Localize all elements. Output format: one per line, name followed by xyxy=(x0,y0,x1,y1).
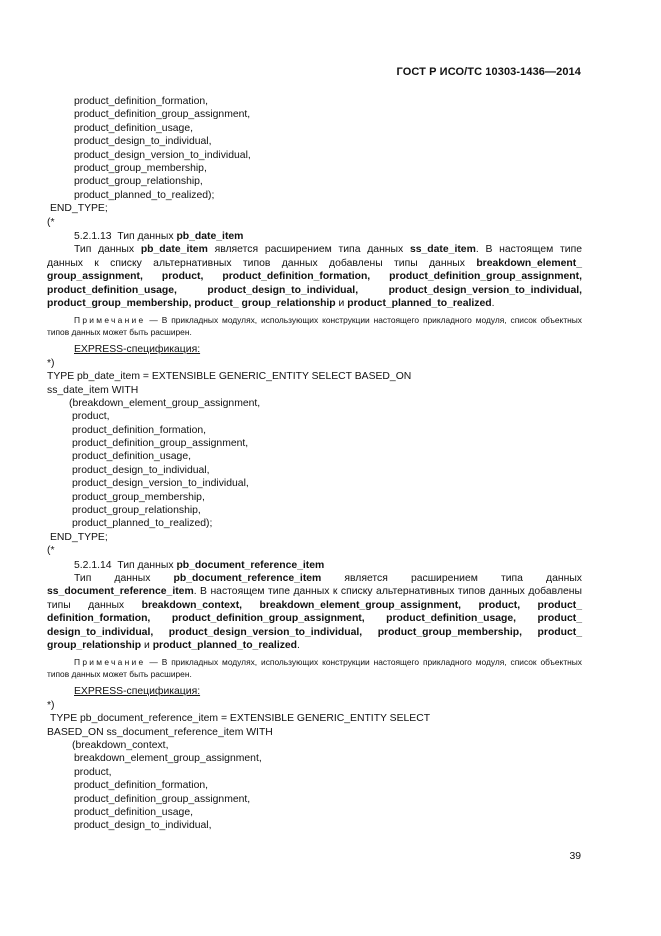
code-line: product, xyxy=(72,411,110,423)
express-spec-label: EXPRESS-спецификация: xyxy=(74,686,201,698)
section-title-prefix: Тип данных xyxy=(117,230,174,242)
para-bold: pb_date_item xyxy=(140,244,208,256)
code-line: product_design_version_to_individual, xyxy=(72,478,249,490)
type-declaration: BASED_ON ss_document_reference_item WITH xyxy=(47,726,273,738)
section-title-name: pb_document_reference_item xyxy=(176,559,325,571)
code-line: product_group_relationship, xyxy=(74,176,203,188)
code-line: product_group_membership, xyxy=(74,162,207,174)
para-text: является расширением типа данных xyxy=(207,244,410,256)
end-type: END_TYPE; xyxy=(50,203,108,215)
code-line: product_definition_group_assignment, xyxy=(72,438,249,450)
standard-header: ГОСТ Р ИСО/ТС 10303-1436—2014 xyxy=(396,66,581,78)
code-line: product_definition_group_assignment, xyxy=(74,109,251,121)
para-bold: ss_document_reference_item xyxy=(47,586,194,598)
comment-close: *) xyxy=(47,699,55,711)
note-label: Примечание xyxy=(74,657,146,668)
section-title-prefix: Тип данных xyxy=(117,559,174,571)
type-declaration: TYPE pb_document_reference_item = EXTENSIBLE GENERIC_ENTITY SELECT xyxy=(50,713,431,725)
page-content xyxy=(47,95,582,833)
note-label: Примечание xyxy=(74,315,146,326)
page-number: 39 xyxy=(569,851,581,862)
code-line: product_design_to_individual, xyxy=(72,464,210,476)
code-line: product_definition_usage, xyxy=(72,451,192,463)
code-line: (breakdown_context, xyxy=(72,739,169,751)
section-heading-pb-date-item xyxy=(47,230,582,243)
type-declaration: ss_date_item WITH xyxy=(47,384,139,396)
para-bold: product_planned_to_realized xyxy=(347,297,492,309)
para-text: и xyxy=(141,640,153,651)
para-bold: breakdown_context, breakdown_element_group_assignment, product, product_ definition_formation, product_definition_group_assignment, product_definition_usage, product_ design_to_individual, product_design_version_to_individual, product_group_membership, product_ group_relationship xyxy=(47,599,582,651)
section-paragraph xyxy=(47,243,582,310)
para-text: . xyxy=(491,297,495,309)
code-line: product_design_to_individual, xyxy=(74,136,212,148)
para-bold: pb_document_reference_item xyxy=(173,572,322,584)
code-line: product_design_to_individual, xyxy=(74,820,212,832)
code-line: breakdown_element_group_assignment, xyxy=(74,753,262,765)
end-type: END_TYPE; xyxy=(50,531,108,543)
note xyxy=(47,314,582,338)
para-bold: breakdown_element_ group_assignment, product, product_definition_formation, product_definition_group_assignment, product_definition_usage, product_design_to_individual, product_design_version_to_individual, product_group_membership, product_ group_relationship xyxy=(47,257,582,309)
section-paragraph xyxy=(47,572,582,652)
code-line: product_definition_usage, xyxy=(74,122,194,134)
note-text: — В прикладных модулях, использующих конструкции настоящего прикладного модуля, список объектных типов данных может быть расширен. xyxy=(47,657,582,680)
code-line: product_group_relationship, xyxy=(72,505,201,517)
section-number: 5.2.1.14 xyxy=(74,559,112,571)
para-text: является расширением типа данных xyxy=(321,572,582,584)
code-line: product_definition_usage, xyxy=(74,806,194,818)
code-line: product_design_version_to_individual, xyxy=(74,149,251,161)
comment-open: (* xyxy=(47,545,55,557)
comment-close: *) xyxy=(47,357,55,369)
para-text: . В настоящем типе данных к списку альтернативных типов данных добавлены типы данных xyxy=(47,586,582,611)
code-line: product_definition_formation, xyxy=(74,96,209,107)
code-line: (breakdown_element_group_assignment, xyxy=(69,397,261,409)
section-title-name: pb_date_item xyxy=(176,230,244,242)
note xyxy=(47,656,582,680)
para-text: Тип данных xyxy=(74,572,174,584)
para-bold: product_planned_to_realized xyxy=(152,640,298,651)
section-heading-pb-document-reference-item xyxy=(47,559,582,572)
type-declaration: TYPE pb_date_item = EXTENSIBLE GENERIC_ENTITY SELECT BASED_ON xyxy=(47,371,412,383)
note-text: — В прикладных модулях, использующих конструкции настоящего прикладного модуля, список объектных типов данных может быть расширен. xyxy=(47,315,582,338)
para-bold: ss_date_item xyxy=(409,244,476,256)
code-line: product_group_membership, xyxy=(72,491,205,503)
para-text: Тип данных xyxy=(74,244,141,256)
code-line: product, xyxy=(74,766,112,778)
express-spec-label: EXPRESS-спецификация: xyxy=(74,344,201,356)
code-line: product_definition_formation, xyxy=(74,780,209,792)
code-line: product_definition_formation, xyxy=(72,424,207,436)
code-line: product_definition_group_assignment, xyxy=(74,793,251,805)
para-text: . В настоящем типе данных к списку альтернативных типов данных добавлены типы данных xyxy=(47,244,583,269)
code-line: product_planned_to_realized); xyxy=(74,189,215,201)
code-line: product_planned_to_realized); xyxy=(72,518,213,530)
comment-open: (* xyxy=(47,216,55,228)
section-number: 5.2.1.13 xyxy=(74,230,112,242)
block1-list xyxy=(47,95,582,229)
para-text: . xyxy=(297,640,300,651)
para-text: и xyxy=(335,297,348,309)
